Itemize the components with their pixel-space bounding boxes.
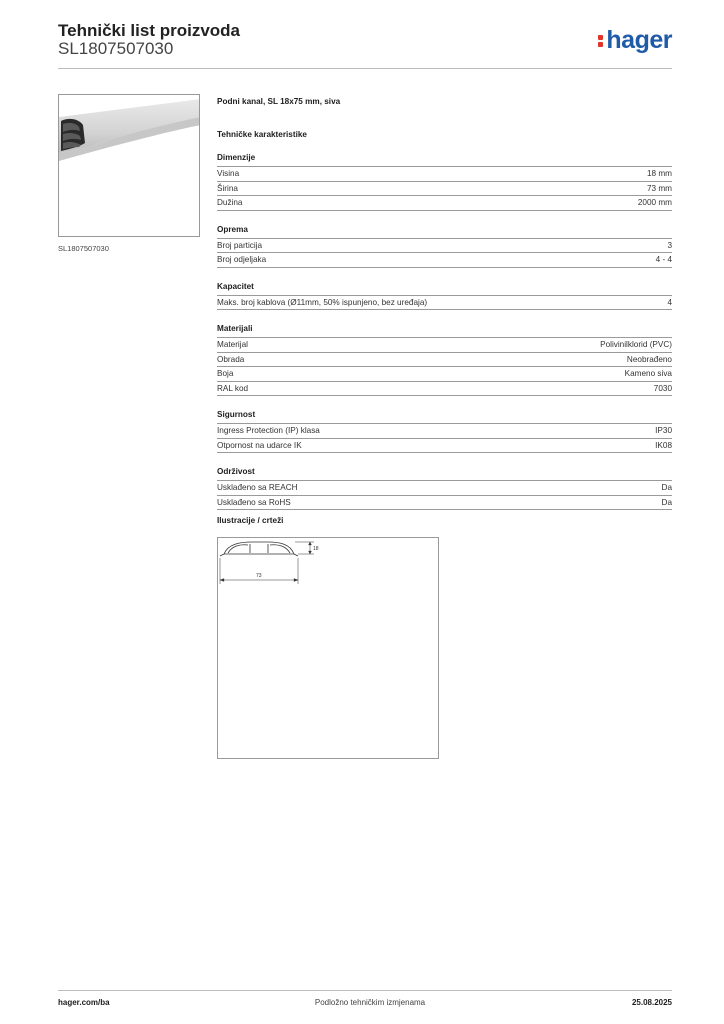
image-caption: SL1807507030 — [58, 244, 109, 253]
tech-heading: Tehničke karakteristike — [217, 130, 307, 139]
product-reference: SL1807507030 — [58, 39, 174, 58]
spec-row — [217, 182, 672, 197]
spec-value: IK08 — [655, 440, 672, 450]
spec-row — [217, 439, 672, 454]
spec-row — [217, 167, 672, 182]
section-title: Kapacitet — [217, 282, 672, 296]
spec-row — [217, 481, 672, 496]
spec-label: RAL kod — [217, 383, 249, 393]
logo-dots-icon — [598, 33, 604, 49]
spec-label: Dužina — [217, 198, 243, 207]
spec-row — [217, 382, 672, 397]
spec-value: Da — [661, 497, 672, 507]
spec-row — [217, 253, 672, 268]
spec-value: Da — [661, 483, 672, 492]
product-image — [58, 94, 200, 237]
section-odrzivost — [217, 467, 672, 510]
spec-value: 4 — [667, 297, 672, 307]
spec-row — [217, 496, 672, 511]
spec-label: Obrada — [217, 354, 245, 364]
logo-text: hager — [606, 26, 672, 54]
section-title: Dimenzije — [217, 153, 672, 167]
spec-label: Usklađeno sa REACH — [217, 483, 298, 492]
footer-date: 25.08.2025 — [631, 998, 672, 1007]
spec-value: 3 — [667, 240, 672, 250]
spec-label: Boja — [217, 369, 234, 378]
spec-value: 4 - 4 — [655, 255, 672, 264]
spec-value: Polivinilklorid (PVC) — [600, 340, 672, 349]
spec-label: Ingress Protection (IP) klasa — [217, 426, 320, 435]
spec-value: 73 mm — [646, 183, 672, 193]
width-dimension-label: 73 — [256, 573, 262, 579]
spec-row — [217, 353, 672, 368]
section-materijali — [217, 324, 672, 396]
section-title: Sigurnost — [217, 410, 672, 424]
product-name: Podni kanal, SL 18x75 mm, siva — [217, 97, 341, 106]
cross-section-drawing — [218, 538, 438, 758]
spec-row — [217, 296, 672, 311]
spec-label: Otpornost na udarce IK — [217, 440, 302, 450]
section-oprema — [217, 225, 672, 268]
section-title: Oprema — [217, 225, 672, 239]
spec-value: 7030 — [653, 383, 672, 393]
spec-row — [217, 338, 672, 353]
footer-website[interactable]: hager.com/ba — [58, 998, 110, 1007]
spec-row — [217, 424, 672, 439]
specifications — [217, 97, 672, 510]
spec-row — [217, 196, 672, 211]
height-dimension-label: 18 — [313, 546, 319, 552]
spec-row — [217, 239, 672, 254]
spec-value: Kameno siva — [624, 369, 672, 378]
floor-channel-photo — [59, 95, 200, 237]
section-dimenzije — [217, 153, 672, 211]
section-title: Materijali — [217, 324, 672, 338]
section-sigurnost — [217, 410, 672, 453]
illustrations-title: Ilustracije / crteži — [217, 516, 284, 525]
spec-label: Materijal — [217, 340, 248, 349]
hager-logo — [598, 26, 672, 54]
spec-label: Usklađeno sa RoHS — [217, 497, 291, 507]
technical-drawing — [217, 537, 439, 759]
spec-label: Širina — [217, 183, 238, 193]
spec-value: 2000 mm — [637, 198, 672, 207]
document-title: Tehnički list proizvoda — [58, 21, 240, 40]
spec-label: Visina — [217, 169, 240, 178]
spec-value: 18 mm — [646, 169, 672, 178]
spec-label: Broj particija — [217, 240, 263, 250]
footer-divider — [58, 990, 672, 991]
spec-row — [217, 367, 672, 382]
section-kapacitet — [217, 282, 672, 311]
spec-label: Maks. broj kablova (Ø11mm, 50% ispunjeno, bez uređaja) — [217, 297, 428, 307]
header-divider — [58, 68, 672, 69]
spec-label: Broj odjeljaka — [217, 255, 267, 264]
spec-value: IP30 — [655, 426, 672, 435]
spec-value: Neobrađeno — [626, 354, 672, 364]
footer-note: Podložno tehničkim izmjenama — [314, 998, 426, 1007]
section-title: Održivost — [217, 467, 672, 481]
